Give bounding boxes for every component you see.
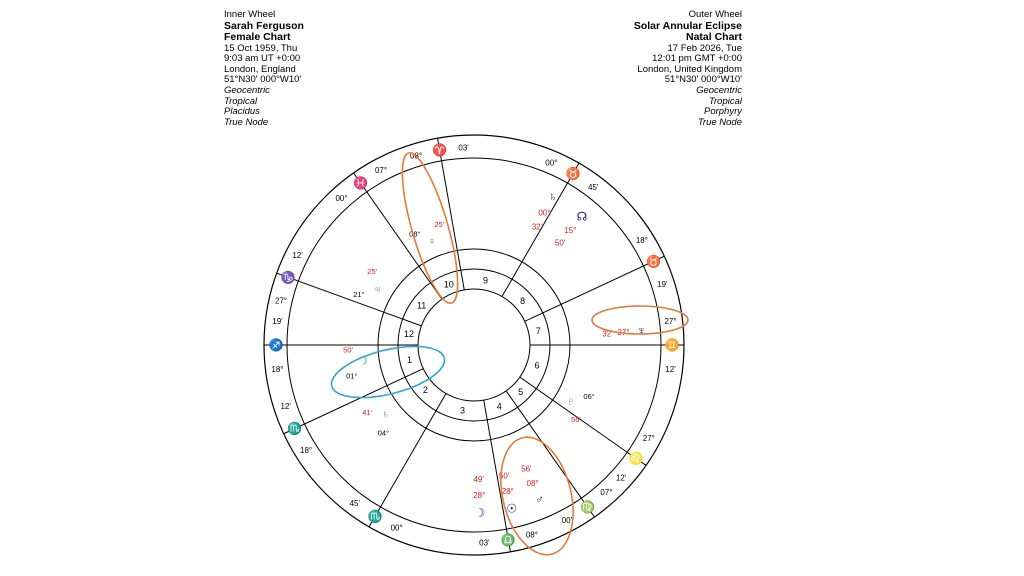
outer-planet-glyph: ♆	[636, 323, 646, 338]
inner-planet-degree: 08°	[409, 229, 421, 239]
house-number-4: 4	[496, 401, 502, 412]
cusp-sign-glyph: ♏	[367, 509, 383, 524]
cusp-degree: 18°	[271, 365, 284, 375]
outer-wheel-date: 17 Feb 2026, Tue	[667, 42, 742, 54]
cusp-degree: 27°	[642, 433, 655, 443]
cusp-line-8	[525, 256, 665, 321]
cusp-minute: 12'	[615, 473, 627, 483]
cusp-line-3	[369, 393, 446, 526]
cusp-line-10	[438, 138, 465, 290]
cusp-minute: 03'	[479, 538, 490, 548]
house-number-9: 9	[482, 275, 488, 286]
outer-planet-degree: 00°	[538, 208, 551, 218]
house-number-10: 10	[443, 279, 454, 290]
inner-planet-minute: 41'	[362, 407, 373, 417]
outer-planet-glyph: ♂	[535, 492, 545, 507]
cusp-line-5	[506, 391, 594, 517]
cusp-degree: 27°	[664, 316, 677, 326]
cusp-sign-glyph: ♎	[500, 532, 516, 547]
outer-planet-minute: 50'	[498, 471, 510, 481]
inner-wheel-chart-type: Female Chart	[224, 31, 291, 44]
outer-wheel-chart-type: Natal Chart	[685, 31, 742, 44]
inner-wheel-time: 9:03 am UT +0:00	[224, 53, 301, 65]
cusp-degree: 00°	[390, 523, 403, 533]
inner-wheel-houses: Placidus	[224, 106, 260, 118]
inner-planet-minute: 56'	[571, 415, 581, 425]
cusp-sign-glyph: ♉	[565, 166, 581, 181]
house-number-7: 7	[535, 326, 541, 337]
outer-wheel-node: True Node	[697, 116, 742, 128]
house-number-3: 3	[460, 405, 466, 416]
cusp-degree: 07°	[600, 488, 613, 498]
cusp-degree: 18°	[635, 236, 648, 246]
inner-wheel-name: Sarah Ferguson	[224, 19, 304, 32]
inner-wheel-system: Tropical	[224, 95, 258, 107]
outer-wheel-heading: Outer Wheel	[688, 9, 742, 20]
house-number-1: 1	[407, 354, 413, 365]
inner-planet-degree: 06°	[583, 392, 595, 402]
outer-planet-minute: 50'	[554, 238, 566, 248]
outer-planet-minute: 32'	[602, 329, 613, 339]
inner-planet-minute: 25'	[434, 219, 445, 229]
cusp-sign-glyph: ♍	[580, 500, 596, 515]
cusp-minute: 12'	[665, 365, 676, 375]
cusp-line-6	[520, 377, 646, 465]
cusp-minute: 12'	[292, 251, 303, 261]
inner-planet-glyph: ♄	[381, 408, 390, 421]
outer-planet-degree: 28°	[473, 490, 486, 500]
inner-wheel-zodiac: Geocentric	[224, 84, 270, 96]
inner-planet-minute: 25'	[367, 266, 377, 276]
outer-planet-glyph: ♄	[548, 189, 558, 204]
outer-planet-glyph: ☽	[474, 505, 486, 520]
outer-planet-degree: 15°	[564, 226, 577, 236]
house-number-8: 8	[520, 295, 526, 306]
outer-planet-degree: 27°	[617, 327, 630, 337]
inner-planet-glyph: ♀	[427, 236, 437, 249]
house-number-2: 2	[422, 385, 428, 396]
inner-wheel-coords: 51°N30' 000°W10'	[224, 74, 302, 86]
cusp-minute: 03'	[458, 143, 469, 153]
inner-wheel-date: 15 Oct 1959, Thu	[224, 42, 298, 54]
house-number-12: 12	[403, 329, 415, 340]
outer-wheel-zodiac: Geocentric	[696, 84, 742, 96]
cusp-minute: 12'	[280, 402, 291, 412]
highlight-oval-top	[391, 148, 469, 311]
house-number-5: 5	[518, 387, 524, 398]
cusp-minute: 19'	[657, 279, 668, 289]
outer-planet-minute: 32'	[531, 222, 543, 232]
outer-planet-degree: 28°	[501, 487, 514, 497]
inner-wheel-node: True Node	[224, 116, 269, 128]
cusp-minute: 00'	[561, 515, 573, 525]
cusp-minute: 45'	[587, 182, 599, 192]
inner-planet-degree: 01°	[346, 371, 358, 381]
outer-wheel-place: London, United Kingdom	[637, 63, 742, 75]
cusp-sign-glyph: ♊	[664, 338, 680, 352]
inner-planet-glyph: ♇	[566, 396, 576, 408]
cusp-degree: 08°	[410, 151, 423, 161]
cusp-degree: 08°	[525, 530, 538, 540]
outer-wheel-coords: 51°N30' 000°W10'	[664, 74, 742, 86]
cusp-sign-glyph: ♌	[628, 451, 644, 466]
house-number-6: 6	[534, 360, 540, 371]
inner-planet-minute: 50'	[343, 345, 353, 355]
outer-planet-glyph: ☉	[506, 501, 518, 516]
inner-planet-glyph: ♃	[372, 284, 382, 296]
cusp-degree: 00°	[545, 158, 558, 168]
outer-planet-minute: 49'	[473, 474, 484, 484]
cusp-minute: 45'	[349, 499, 361, 509]
cusp-sign-glyph: ♉	[645, 254, 661, 269]
cusp-sign-glyph: ♑	[280, 270, 296, 285]
house-number-11: 11	[416, 300, 427, 311]
cusp-sign-glyph: ♓	[352, 175, 368, 190]
inner-planet-degree: 04°	[377, 428, 390, 438]
outer-wheel-name: Solar Annular Eclipse	[633, 19, 742, 32]
outer-wheel-system: Tropical	[708, 95, 742, 107]
cusp-degree: 27°	[275, 296, 288, 306]
outer-planet-glyph: ☊	[576, 209, 588, 224]
inner-wheel-heading: Inner Wheel	[224, 9, 276, 20]
inner-planet-glyph: ☽	[358, 355, 369, 368]
inner-planet-degree: 21°	[353, 289, 365, 299]
cusp-degree: 00°	[335, 193, 348, 203]
outer-planet-minute: 56'	[521, 464, 532, 474]
cusp-line-12	[277, 273, 422, 326]
cusp-sign-glyph: ♏	[287, 421, 303, 436]
outer-wheel-houses: Porphyry	[703, 106, 742, 118]
cusp-sign-glyph: ♈	[432, 143, 448, 158]
cusp-degree: 18°	[300, 445, 313, 455]
cusp-minute: 07°	[374, 166, 388, 176]
cusp-minute: 19'	[272, 316, 283, 326]
cusp-sign-glyph: ♐	[268, 338, 284, 352]
outer-wheel-time: 12:01 pm GMT +0:00	[652, 53, 742, 65]
inner-wheel-place: London, England	[224, 63, 296, 75]
outer-planet-degree: 08°	[526, 479, 539, 489]
center-circle	[418, 289, 530, 401]
